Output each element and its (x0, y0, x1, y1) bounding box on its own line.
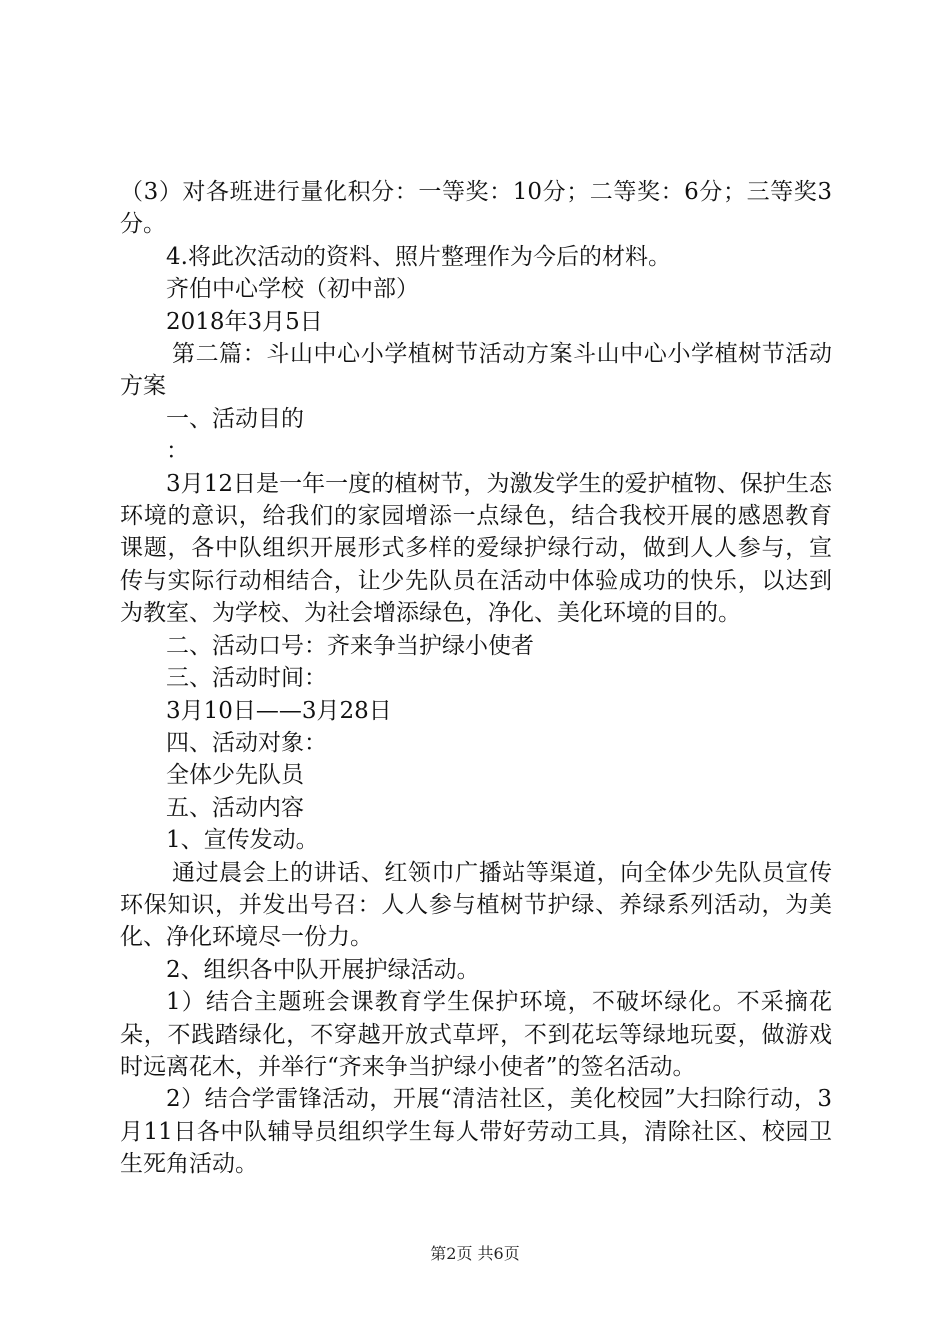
signature-school: 齐伯中心学校（初中部） (166, 276, 419, 303)
signature-date: 2018年3月5日 (166, 308, 323, 335)
time-range: 3月10日——3月28日 (166, 697, 392, 724)
heading-audience: 四、活动对象： (166, 729, 327, 756)
paragraph-purpose: 3月12日是一年一度的植树节，为激发学生的爱护植物、保护生态环境的意识，给我们的家园增添一点绿色，结合我校开展的感恩教育课题，各中队组织开展形式多样的爱绿护绿行动，做到人人参与，宣传与实际行动相结合，让少先队员在活动中体验成功的快乐，以达到为教室、为学校、为社会增添绿色，净化、美化环境的目的。 (120, 470, 832, 627)
paragraph-lei-feng: 2）结合学雷锋活动，开展“清洁社区，美化校园”大扫除行动，3月11日各中队辅导员组织学生每人带好劳动工具，清除社区、校园卫生死角活动。 (120, 1086, 832, 1178)
document-body (120, 176, 832, 1181)
page-footer: 第2页 共6页 (430, 1244, 520, 1263)
item-publicity: 1、宣传发动。 (166, 827, 319, 854)
audience: 全体少先队员 (166, 762, 304, 789)
section-heading-part-two: 第二篇：斗山中心小学植树节活动方案斗山中心小学植树节活动方案 (120, 341, 832, 400)
heading-slogan: 二、活动口号：齐来争当护绿小使者 (166, 632, 534, 659)
paragraph-class-meeting: 1）结合主题班会课教育学生保护环境，不破坏绿化。不采摘花朵，不践踏绿化，不穿越开放式草坪，不到花坛等绿地玩耍，做游戏时远离花木，并举行“齐来争当护绿小使者”的签名活动。 (120, 989, 832, 1080)
heading-purpose: 一、活动目的 (166, 405, 304, 432)
paragraph-publicity: 通过晨会上的讲话、红领巾广播站等渠道，向全体少先队员宣传环保知识，并发出号召：人人参与植树节护绿、养绿系列活动，为美化、净化环境尽一份力。 (120, 859, 832, 951)
paragraph-archive: 4.将此次活动的资料、照片整理作为今后的材料。 (166, 243, 671, 270)
item-organize: 2、组织各中队开展护绿活动。 (166, 956, 480, 983)
paragraph-scoring: （3）对各班进行量化积分：一等奖：10分；二等奖：6分；三等奖3分。 (120, 179, 832, 238)
heading-time: 三、活动时间： (166, 665, 327, 692)
heading-content: 五、活动内容 (166, 794, 304, 821)
colon-line: ： (166, 438, 189, 465)
